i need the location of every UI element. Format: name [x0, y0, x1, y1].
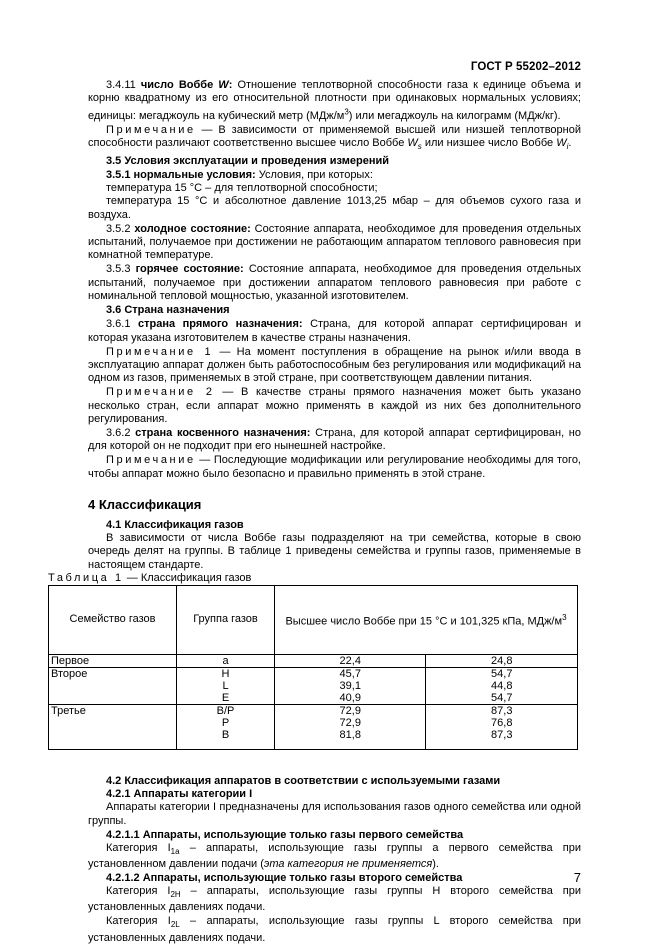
document-header: ГОСТ Р 55202–2012	[470, 61, 581, 73]
table-cell: Первое	[49, 654, 177, 667]
term: горячее состояние:	[135, 263, 244, 276]
table-header: Семейство газов	[49, 585, 177, 654]
table-cell: B	[177, 729, 275, 750]
gas-classification-table	[48, 585, 578, 750]
condition-line: температура 15 °С – для теплотворной способности;	[106, 182, 378, 195]
note-label: Примечание 1	[106, 345, 214, 358]
note-text: — В зависимости от применяемой высшей или низшей теплотворной способности различают соответственно высшее число Воббе $W_s$ или низшее число Воббе $W_i$.	[88, 124, 581, 152]
section-4-heading: 4 Классификация	[88, 496, 202, 512]
term: страна прямого назначения:	[138, 318, 303, 331]
paragraph-4-1: В зависимости от числа Воббе газы подразделяют на три семейства, которые в свою очередь делят на группы. В таблице 1 приведены семейства и группы газов, применяемые в настоящем стандарте.	[88, 532, 581, 571]
table-caption	[48, 572, 581, 585]
table-cell: 87,3	[426, 729, 578, 750]
note-2	[88, 386, 581, 426]
table-cell: 72,9	[275, 704, 426, 717]
page-content	[48, 79, 582, 945]
table-cell	[49, 680, 177, 692]
definition-3-6-2	[88, 427, 581, 453]
table-cell: P	[177, 717, 275, 729]
condition-line: температура 15 °С и абсолютное давление 1013,25 мбар – для объемов сухого газа и воздуха.	[88, 195, 581, 221]
paragraph-4-2-1: Аппараты категории I предназначены для использования газов одного семейства или одной группы.	[88, 801, 581, 827]
term: страна косвенного назначения:	[135, 426, 311, 439]
section-3-5-heading: 3.5 Условия эксплуатации и проведения измерений	[106, 154, 389, 167]
definition-3-5-2	[88, 223, 581, 263]
note-wobbe	[88, 124, 581, 154]
definition-3-6-1	[88, 318, 581, 344]
table-row	[49, 680, 578, 692]
table-cell: 54,7	[426, 692, 578, 705]
definition-3-5-1	[88, 169, 581, 182]
term: 3.5.1 нормальные условия:	[106, 169, 256, 182]
definition-text: Отношение теплотворной способности газа к единице объема и корню квадратному из его относительной плотности при одинаковых нормальных условиях; единицы: мегаджоуль на кубический метр $(МДж/м^3)$ или мегаджоуль на килограмм (МДж/кг).	[88, 79, 582, 123]
table-header: Высшее число Воббе при 15 °С и 101,325 кПа, МДж/$м^3$	[275, 585, 578, 654]
definition-text: Состояние аппарата, необходимое для проведения отдельных испытаний, получаемое при достижении аппаратом теплового равновесия при работе с номинальной тепловой мощностью, указанной изготовителем.	[88, 263, 582, 302]
table-cell: E	[177, 692, 275, 705]
table-cell: 87,3	[426, 704, 578, 717]
table-cell: Третье	[49, 704, 177, 717]
clause-number: 3.6.2	[106, 426, 131, 439]
section-4-1-heading: 4.1 Классификация газов	[106, 518, 244, 531]
table-cell: Второе	[49, 667, 177, 680]
paragraph-4-2-1-2-a: Категория $I_{2H}$ – аппараты, использующие газы группы Н второго семейства при установленных давлениях подачи.	[88, 884, 581, 914]
term: число Воббе W:	[140, 79, 233, 91]
table-cell: B/P	[177, 704, 275, 717]
table-cell: 22,4	[275, 654, 426, 667]
table-row	[49, 717, 578, 729]
table-row	[49, 704, 578, 717]
note-modifications	[88, 454, 581, 480]
table-row	[49, 667, 578, 680]
note-text: — В качестве страны прямого назначения может быть указано несколько стран, если аппарат можно применять в каждой из них без дополнительного регулирования.	[88, 386, 581, 425]
table-cell: 54,7	[426, 667, 578, 680]
page-number: 7	[573, 870, 581, 885]
table-caption-text: — Классификация газов	[123, 571, 252, 584]
definition-text: Условия, при которых:	[255, 169, 373, 182]
table-cell: 40,9	[275, 692, 426, 705]
note-label: Примечание 2	[106, 386, 215, 399]
section-4-2-1-2-heading: 4.2.1.2 Аппараты, использующие только газы второго семейства	[106, 871, 463, 884]
table-cell: L	[177, 680, 275, 692]
note-text: — На момент поступления в обращение на рынок и/или ввода в эксплуатацию аппарат должен быть работоспособным без регулирования или модификаций на одном из газов, применяемых в этой стране, при соответствующем давлении питания.	[88, 345, 581, 385]
definition-text: Состояние аппарата, необходимое для проведения отдельных испытаний, получаемое при достижении не работающим аппаратом теплового равновесия при комнатной температуре.	[88, 222, 581, 262]
table-header: Группа газов	[177, 585, 275, 654]
section-4-2-1-1-heading: 4.2.1.1 Аппараты, использующие только газы первого семейства	[106, 828, 464, 841]
table-row	[49, 729, 578, 750]
section-4-2-1-heading: 4.2.1 Аппараты категории I	[106, 788, 253, 801]
table-cell	[49, 717, 177, 729]
definition-3-4-11	[88, 79, 581, 123]
note-label: Примечание	[106, 124, 196, 137]
table-cell: 45,7	[275, 667, 426, 680]
section-4-2-heading: 4.2 Классификация аппаратов в соответствии с используемыми газами	[106, 774, 501, 787]
definition-text: Страна, для которой аппарат сертифицирован, но для которой он не подходит при его нынешней настройке.	[88, 426, 582, 453]
note-text: — Последующие модификации или регулирование необходимы для того, чтобы аппарат можно было безопасно и правильно применять в этой стране.	[88, 454, 581, 480]
table-cell	[49, 729, 177, 750]
clause-number: 3.6.1	[106, 318, 131, 331]
table-cell: 76,8	[426, 717, 578, 729]
table-caption-label: Таблица 1	[48, 571, 124, 584]
table-cell: H	[177, 667, 275, 680]
note-1	[88, 346, 581, 386]
table-cell: 39,1	[275, 680, 426, 692]
paragraph-4-2-1-2-b: Категория $I_{2L}$ – аппараты, использующие газы группы L второго семейства при установленных давлениях подачи.	[88, 915, 582, 944]
table-cell: a	[177, 654, 275, 667]
table-row	[49, 692, 578, 705]
clause-number: 3.5.3	[106, 263, 131, 276]
table-cell: 24,8	[426, 654, 578, 667]
table-cell: 81,8	[275, 729, 426, 750]
clause-number: 3.4.11	[106, 79, 136, 91]
section-3-6-heading: 3.6 Страна назначения	[106, 304, 230, 317]
clause-number: 3.5.2	[106, 222, 131, 235]
term: холодное состояние:	[134, 222, 251, 235]
table-row	[49, 654, 578, 667]
table-cell: 72,9	[275, 717, 426, 729]
definition-text: Страна, для которой аппарат сертифицирован и которая указана изготовителем в качестве страны назначения.	[88, 318, 581, 344]
definition-3-5-3	[88, 263, 581, 303]
table-cell	[49, 692, 177, 705]
paragraph-4-2-1-1: Категория $I_{1a}$ – аппараты, использующие газы группы а первого семейства при установленном давлении подачи (эта категория не применяется).	[88, 841, 581, 871]
table-cell: 44,8	[426, 680, 578, 692]
note-label: Примечание	[106, 454, 196, 467]
